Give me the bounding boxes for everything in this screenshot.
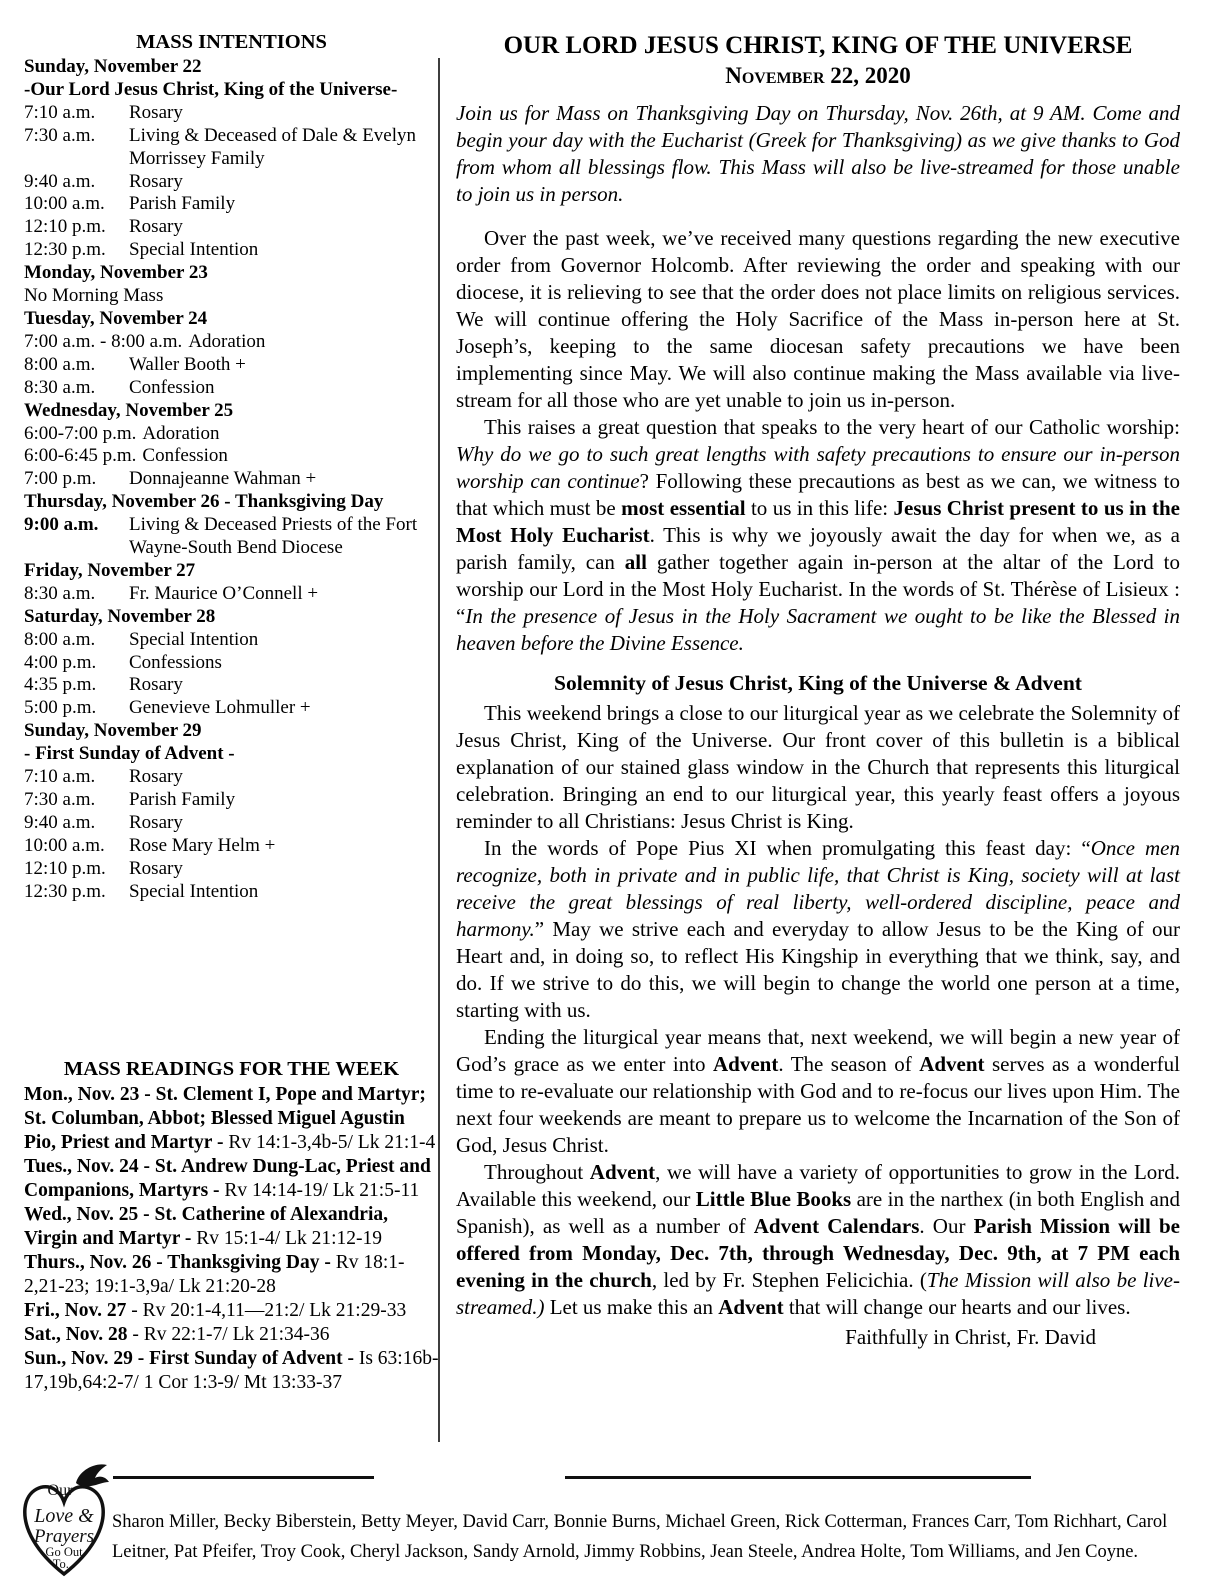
intention-note: No Morning Mass (24, 285, 164, 307)
intention-time: 7:10 a.m. (24, 766, 96, 788)
reading-citation: Is 63:16b-17,19b,64:2-7/ 1 Cor 1:3-9/ Mt 13:33-37 (24, 1348, 439, 1393)
article-paragraph (456, 225, 1180, 414)
intention-desc: Special Intention (129, 239, 259, 261)
text-run: Advent Calendars (753, 1214, 920, 1238)
intention-row (24, 171, 439, 194)
intention-desc: Confession (129, 376, 215, 398)
logo-text-go-out: Go Out (45, 1545, 83, 1559)
intention-row (24, 858, 439, 881)
text-run: Advent (718, 1295, 784, 1319)
reading-day: Fri., Nov. 27 (24, 1300, 127, 1321)
day-header: - First Sunday of Advent - (24, 743, 235, 765)
reading-entry (24, 1203, 439, 1251)
dove-icon (76, 1464, 109, 1486)
day-header: Wednesday, November 25 (24, 399, 234, 421)
intention-time: 4:35 p.m. (24, 674, 97, 696)
reading-entry (24, 1251, 439, 1299)
text-run: Join us for Mass on Thanksgiving Day on Thursday, Nov. 26th, at 9 AM. Come and begin your day with the Eucharist (Greek for Thanksgiving) as we give thanks to God from whom all blessings flow. This Mass will also be live-streamed for those unable to join us in person. (456, 101, 1180, 206)
text-run: Over the past week, we’ve received many questions regarding the new executive order from Governor Holcomb. After reviewing the order and speaking with our diocese, it is relieving to see that the order does not place limits on religious services. We will continue offering the Holy Sacrifice of the Mass in-person here at St. Joseph’s, keeping to the same diocesan safety precautions we have been implementing since May. We will also continue making the Mass available via live-stream for all those who are yet unable to join us in-person. (456, 226, 1180, 412)
intention-time: 6:00-6:45 p.m. (24, 445, 137, 467)
mass-readings-list (24, 1083, 439, 1395)
reading-entry (24, 1083, 439, 1155)
intention-desc: Special Intention (129, 628, 259, 650)
intention-row (24, 354, 439, 377)
reading-citation: Rv 14:1-3,4b-5/ Lk 21:1-4 (228, 1132, 436, 1153)
text-run: . This is why we joyously await the day for when we, as a parish family, can (456, 523, 1180, 574)
intention-row (24, 216, 439, 239)
intention-desc: Rosary (129, 216, 183, 238)
text-run: . Our (919, 1214, 974, 1238)
intention-row (24, 193, 439, 216)
text-run: most essential (621, 496, 746, 520)
prayer-names-line-2: Leitner, Pat Pfeifer, Troy Cook, Cheryl Jackson, Sandy Arnold, Jimmy Robbins, Jean Steele, Andrea Holte, Tom Williams, and Jen Coyne. (112, 1541, 1139, 1562)
reading-day: Sat., Nov. 28 (24, 1324, 128, 1345)
intention-row (24, 377, 439, 400)
prayer-heart-logo (16, 1458, 112, 1582)
reading-day: Tues., Nov. 24 - St. Andrew Dung-Lac, Priest and Companions, Martyrs - (24, 1156, 431, 1201)
reading-citation: Rv 15:1-4/ Lk 21:12-19 (196, 1228, 383, 1249)
mass-intentions-section (24, 30, 439, 904)
text-run: Parish Mission will be offered from Monday, Dec. 7th, through Wednesday, Dec. 9th, at 7 PM each evening in the church (456, 1214, 1180, 1292)
text-run: Once men recognize, both in private and in public life, that Christ is King, society will at last receive the great blessings of real liberty, well-ordered discipline, peace and harmony. (456, 836, 1181, 941)
text-run: Throughout (484, 1160, 590, 1184)
prayer-names (112, 1508, 1187, 1567)
intention-row (24, 583, 439, 606)
intention-row (24, 445, 439, 468)
logo-text-love: Love & (34, 1505, 94, 1527)
intention-time: 8:30 a.m. (24, 582, 96, 604)
text-run: Advent (919, 1052, 985, 1076)
article-body (456, 100, 1180, 1321)
intention-desc: Donnajeanne Wahman + (129, 468, 317, 490)
intention-desc: Rosary (129, 674, 183, 696)
day-header: Thursday, November 26 - Thanksgiving Day (24, 491, 384, 513)
text-run: In the presence of Jesus in the Holy Sacrament we ought to be like the Blessed in heaven before the Divine Essence. (456, 604, 1180, 655)
intention-desc: Fr. Maurice O’Connell + (129, 582, 319, 604)
article-section (456, 30, 1180, 1351)
intention-time: 10:00 a.m. (24, 834, 105, 856)
intention-time: 5:00 p.m. (24, 697, 97, 719)
intention-row (24, 125, 439, 171)
logo-text-to: To... (52, 1557, 76, 1571)
intention-desc: Rosary (129, 857, 183, 879)
text-run: to us in this life: (745, 496, 894, 520)
intention-desc: Confession (142, 445, 228, 467)
mass-intentions-list (24, 56, 439, 904)
intention-row (24, 652, 439, 675)
divider-line-left (113, 1476, 374, 1479)
column-divider (438, 58, 440, 1442)
text-run: Little Blue Books (695, 1187, 852, 1211)
intention-time: 7:10 a.m. (24, 101, 96, 123)
text-run: all (624, 550, 647, 574)
intention-row (24, 102, 439, 125)
text-run: ” May we strive each and everyday to allow Jesus to be the King of our Heart and, in doing so, to reflect His Kingship in everything that we think, say, and do. If we strive to do this, we will begin to change the world one person at a time, starting with us. (456, 917, 1180, 1022)
intention-time: 9:40 a.m. (24, 811, 96, 833)
mass-readings-section (24, 1057, 439, 1395)
intention-desc: Living & Deceased of Dale & Evelyn Morrissey Family (129, 124, 417, 169)
prayer-names-line-1: Sharon Miller, Becky Biberstein, Betty Meyer, David Carr, Bonnie Burns, Michael Green, Rick Cotterman, Frances Carr, Tom Richhart, Carol (112, 1512, 1168, 1532)
article-paragraph (456, 700, 1180, 835)
intention-time: 4:00 p.m. (24, 651, 97, 673)
text-run: . The season of (778, 1052, 920, 1076)
intention-row (24, 835, 439, 858)
article-date: November 22, 2020 (725, 63, 911, 88)
intention-time: 12:30 p.m. (24, 880, 106, 902)
text-run: This raises a great question that speaks to the very heart of our Catholic worship: (484, 415, 1180, 439)
intention-row (24, 239, 439, 262)
reading-entry (24, 1299, 439, 1323)
reading-citation: Rv 18:1-2,21-23; 19:1-3,9a/ Lk 21:20-28 (24, 1252, 405, 1297)
divider-line-right (565, 1476, 1031, 1479)
intention-row (24, 881, 439, 904)
intention-row (24, 468, 439, 491)
article-title: OUR LORD JESUS CHRIST, KING OF THE UNIVERSE (503, 32, 1133, 59)
intention-desc: Waller Booth + (129, 353, 246, 375)
intention-time: 9:40 a.m. (24, 170, 96, 192)
text-run: that will change our hearts and our lives. (783, 1295, 1131, 1319)
article-paragraph (456, 414, 1180, 657)
reading-day: Mon., Nov. 23 - St. Clement I, Pope and Martyr; St. Columban, Abbot; Blessed Miguel Agustin Pio, Priest and Martyr - (24, 1084, 426, 1153)
intention-time: 7:30 a.m. (24, 124, 96, 146)
text-run: serves as a wonderful time to re-evaluate our relationship with God and to re-focus our lives upon Him. The next four weekends are meant to prepare us to welcome the Incarnation of the Son of God, Jesus Christ. (456, 1052, 1180, 1157)
intention-time: 12:10 p.m. (24, 216, 106, 238)
day-header: Friday, November 27 (24, 559, 196, 581)
day-header: Tuesday, November 24 (24, 307, 208, 329)
text-run: Why do we go to such great lengths with safety precautions to ensure our in-person worship can continue (456, 442, 1180, 493)
reading-entry (24, 1323, 439, 1347)
intention-desc: Adoration (142, 422, 220, 444)
day-header: -Our Lord Jesus Christ, King of the Universe- (24, 78, 398, 100)
intention-time: 7:00 p.m. (24, 468, 97, 490)
intention-time: 12:30 p.m. (24, 239, 106, 261)
intention-row (24, 674, 439, 697)
intention-row (24, 766, 439, 789)
text-run: Jesus Christ present to us in the Most Holy Eucharist (456, 496, 1181, 547)
logo-text-prayers: Prayers (33, 1526, 95, 1547)
intention-time: 6:00-7:00 p.m. (24, 422, 137, 444)
text-run: Let us make this an (544, 1295, 719, 1319)
reading-entry (24, 1347, 439, 1395)
intention-row (24, 629, 439, 652)
intention-row (24, 697, 439, 720)
intention-desc: Adoration (188, 330, 266, 352)
intention-desc: Rosary (129, 170, 183, 192)
reading-citation: - Rv 22:1-7/ Lk 21:34-36 (127, 1324, 330, 1345)
logo-text-our: Our (47, 1482, 73, 1499)
text-run: are in the narthex (in both English and Spanish), as well as a number of (456, 1187, 1180, 1238)
intention-time: 9:00 a.m. (24, 514, 99, 536)
intention-time: 7:00 a.m. - 8:00 a.m. (24, 330, 183, 352)
text-run: In the words of Pope Pius XI when promulgating this feast day: “ (484, 836, 1091, 860)
article-paragraph (456, 835, 1180, 1024)
intention-row (24, 812, 439, 835)
intention-row (24, 789, 439, 812)
text-run: Ending the liturgical year means that, next weekend, we will begin a new year of God’s grace as we enter into (456, 1025, 1180, 1076)
reading-day: Sun., Nov. 29 - First Sunday of Advent - (24, 1348, 359, 1369)
intention-time: 7:30 a.m. (24, 789, 96, 810)
intention-desc: Parish Family (129, 789, 236, 810)
article-paragraph (456, 1024, 1180, 1159)
intention-row (24, 514, 439, 560)
day-header: Sunday, November 29 (24, 720, 202, 742)
intention-desc: Confessions (129, 651, 222, 673)
text-run: , we will have a variety of opportunities to grow in the Lord. Available this weekend, our (456, 1160, 1181, 1211)
intention-time: 8:00 a.m. (24, 353, 96, 375)
text-run: , led by Fr. Stephen Felicichia. ( (651, 1268, 927, 1292)
reading-day: Wed., Nov. 25 - St. Catherine of Alexandria, Virgin and Martyr - (24, 1204, 388, 1249)
day-header: Sunday, November 22 (24, 56, 202, 77)
reading-citation: - Rv 20:1-4,11—21:2/ Lk 21:29-33 (126, 1300, 407, 1321)
signature: Faithfully in Christ, Fr. David (845, 1325, 1096, 1349)
intention-desc: Rosary (129, 101, 183, 123)
intention-row (24, 423, 439, 446)
day-header: Saturday, November 28 (24, 605, 216, 627)
reading-entry (24, 1155, 439, 1203)
intention-desc: Living & Deceased Priests of the Fort Wayne-South Bend Diocese (129, 514, 418, 559)
article-paragraph (456, 100, 1180, 208)
intention-desc: Rosary (129, 766, 183, 788)
intention-desc: Parish Family (129, 193, 236, 215)
text-run: gather together again in-person at the altar of the Lord to worship our Lord in the Most Holy Eucharist. In the words of St. Thérèse of Lisieux : “ (456, 550, 1180, 628)
intention-time: 8:00 a.m. (24, 628, 96, 650)
reading-day: Thurs., Nov. 26 - Thanksgiving Day - (24, 1252, 336, 1273)
text-run: Advent (713, 1052, 779, 1076)
intention-desc: Special Intention (129, 880, 259, 902)
text-run: ? Following these precautions as best as we can, we witness to that which must be (456, 469, 1180, 520)
day-header: Monday, November 23 (24, 262, 208, 284)
intention-desc: Genevieve Lohmuller + (129, 697, 311, 719)
text-run: This weekend brings a close to our liturgical year as we celebrate the Solemnity of Jesus Christ, King of the Universe. Our front cover of this bulletin is a biblical explanation of our stained glass window in the Church that represents this liturgical celebration. Bringing an end to our liturgical year, this yearly feast offers a joyous reminder to all Christians: Jesus Christ is King. (456, 701, 1180, 833)
article-paragraph (456, 1159, 1180, 1321)
intention-desc: Rose Mary Helm + (129, 834, 276, 856)
text-run: Advent (589, 1160, 656, 1184)
intention-row (24, 331, 439, 354)
intention-time: 12:10 p.m. (24, 857, 106, 879)
intention-time: 10:00 a.m. (24, 193, 105, 215)
mass-readings-title: MASS READINGS FOR THE WEEK (63, 1058, 400, 1080)
reading-citation: Rv 14:14-19/ Lk 21:5-11 (224, 1180, 420, 1201)
section-heading: Solemnity of Jesus Christ, King of the Universe & Advent (554, 671, 1082, 695)
text-run: The Mission will also be live-streamed.) (456, 1268, 1180, 1319)
intention-desc: Rosary (129, 811, 183, 833)
intention-time: 8:30 a.m. (24, 376, 96, 398)
mass-intentions-title: MASS INTENTIONS (136, 31, 327, 53)
